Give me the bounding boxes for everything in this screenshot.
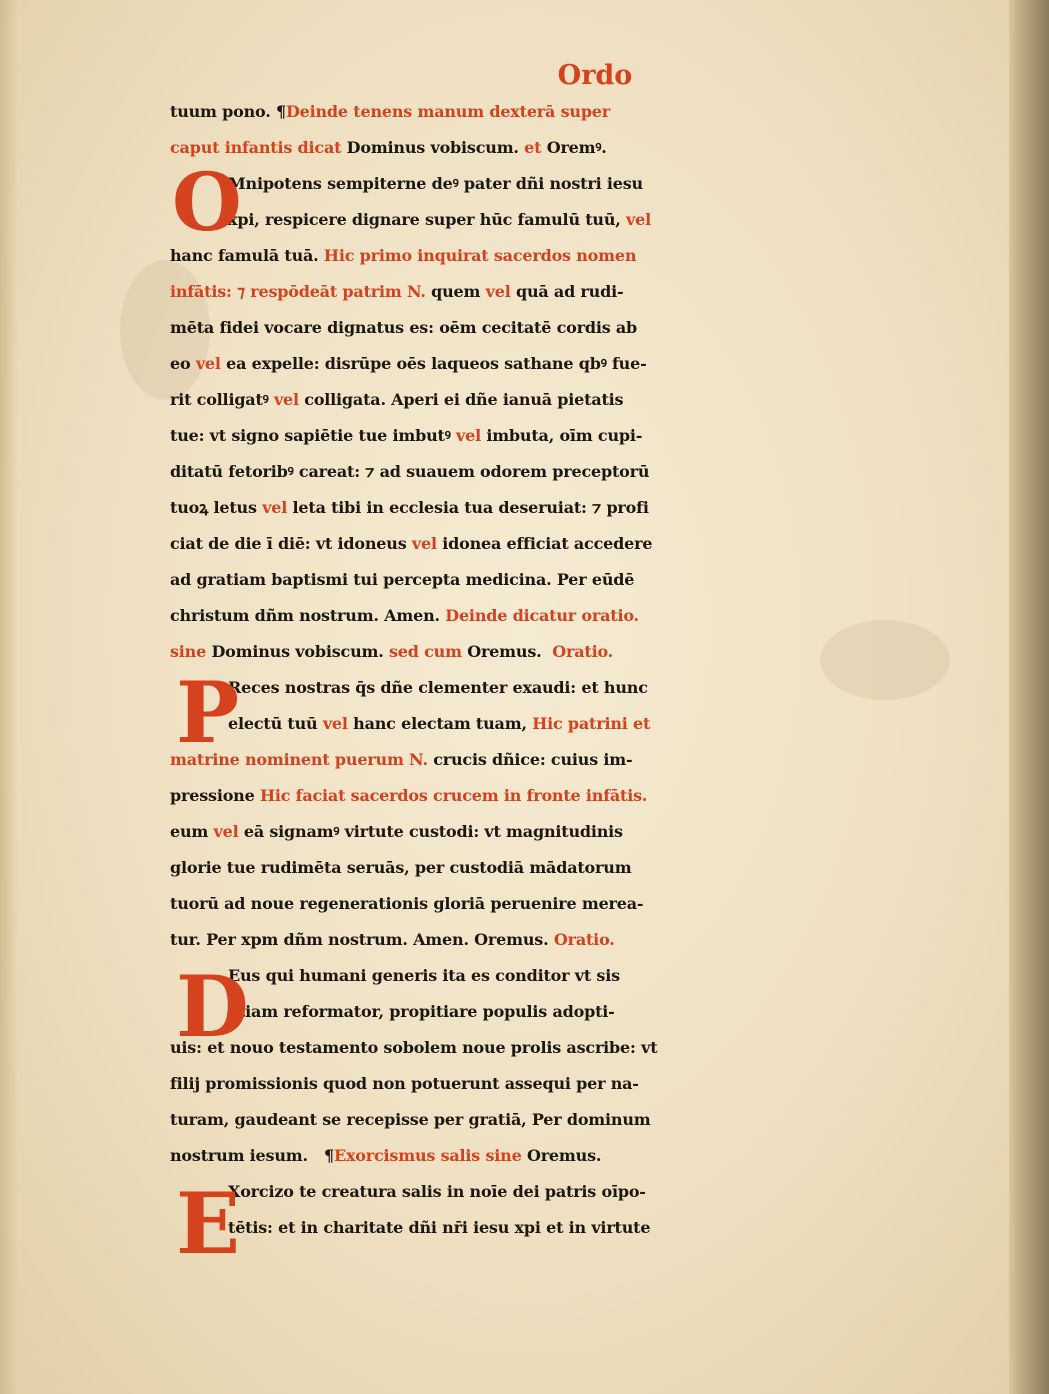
initial-o: O bbox=[172, 155, 242, 249]
text-line bbox=[170, 706, 1020, 742]
rubric-text: et bbox=[524, 138, 547, 157]
text-line bbox=[170, 418, 1020, 454]
text-line bbox=[170, 382, 1020, 418]
body-text: colligata. Aperi ei dñe ianuā pietatis bbox=[304, 390, 624, 409]
body-text: Dominus vobiscum. bbox=[211, 642, 389, 661]
body-text: nostrum iesum. bbox=[170, 1146, 324, 1165]
text-line bbox=[170, 310, 1020, 346]
body-text: Reces nostras q̄s dñe clementer exaudi: et hunc bbox=[228, 678, 648, 697]
rubric-text: infātis: ⁊ respōdeāt patrim N. bbox=[170, 282, 432, 301]
body-text: xpi, respicere dignare super hūc famulū tuū, bbox=[228, 210, 627, 229]
body-text: pressione bbox=[170, 786, 260, 805]
rubric-text: Deinde tenens manum dexterā super bbox=[285, 102, 611, 121]
body-text: filij promissionis quod non potuerunt assequi per na- bbox=[170, 1074, 639, 1093]
rubric-text: vel bbox=[411, 534, 443, 553]
rubric-text: matrine nominent puerum N. bbox=[170, 750, 434, 769]
body-text: leta tibi in ecclesia tua deseruiat: ⁊ profi bbox=[292, 498, 649, 517]
body-text: tētis: et in charitate dñi nr̄i iesu xpi et in virtute bbox=[228, 1218, 651, 1237]
text-line bbox=[170, 94, 1020, 130]
text-line bbox=[170, 1138, 1020, 1174]
rubric-text: vel bbox=[322, 714, 354, 733]
text-lines bbox=[170, 94, 1020, 1246]
rubric-text: Hic primo inquirat sacerdos nomen bbox=[323, 246, 637, 265]
text-line bbox=[170, 238, 1020, 274]
body-text: ¶ bbox=[275, 102, 286, 121]
rubric-text: vel bbox=[485, 282, 516, 301]
rubric-text: vel bbox=[262, 498, 293, 517]
body-text: crucis dñice: cuius im- bbox=[433, 750, 633, 769]
body-text: tur. Per xpm dñm nostrum. Amen. Oremus. bbox=[170, 930, 554, 949]
body-text: Mnipotens sempiterne deꝰ pater dñi nostri iesu bbox=[228, 174, 643, 193]
text-line bbox=[170, 274, 1020, 310]
text-line bbox=[170, 922, 1020, 958]
text-line bbox=[170, 886, 1020, 922]
body-text: hanc electam tuam, bbox=[353, 714, 533, 733]
body-text: idonea efficiat accedere bbox=[442, 534, 653, 553]
body-text: quem bbox=[431, 282, 486, 301]
body-text: rit colligatꝰ bbox=[170, 390, 274, 409]
body-text: eā signamꝰ virtute custodi: vt magnitudinis bbox=[243, 822, 623, 841]
body-text: turam, gaudeant se recepisse per gratiā, Per dominum bbox=[170, 1110, 651, 1129]
text-line bbox=[170, 562, 1020, 598]
body-text: christum dñm nostrum. Amen. bbox=[170, 606, 446, 625]
body-text: tuorū ad noue regenerationis gloriā peruenire merea- bbox=[170, 894, 644, 913]
text-line bbox=[170, 958, 1020, 994]
text-line bbox=[170, 742, 1020, 778]
body-text: electū tuū bbox=[228, 714, 323, 733]
text-line bbox=[170, 598, 1020, 634]
rubric-text: vel bbox=[456, 426, 487, 445]
body-text: imbuta, oīm cupi- bbox=[486, 426, 643, 445]
rubric-text: Oratio. bbox=[553, 930, 615, 949]
text-line bbox=[170, 1102, 1020, 1138]
initial-d: D bbox=[176, 957, 249, 1056]
text-line bbox=[170, 1210, 1020, 1246]
rubric-text: vel bbox=[273, 390, 305, 409]
body-text: ditatū fetoribꝰ careat: ⁊ ad suauem odorem preceptorū bbox=[170, 462, 650, 481]
rubric-text: Hic faciat sacerdos crucem in fronte infātis. bbox=[259, 786, 648, 805]
text-line bbox=[170, 1066, 1020, 1102]
body-text: tue: vt signo sapiētie tue imbutꝰ bbox=[170, 426, 456, 445]
body-text: eum bbox=[170, 822, 214, 841]
rubric-text: Exorcismus salis sine bbox=[333, 1146, 527, 1165]
body-text: ¶ bbox=[323, 1146, 334, 1165]
text-line bbox=[170, 814, 1020, 850]
text-line bbox=[170, 994, 1020, 1030]
body-text: Oremus. bbox=[467, 642, 553, 661]
rubric-text: sed cum bbox=[388, 642, 468, 661]
text-block bbox=[170, 58, 1020, 1246]
body-text: Dominus vobiscum. bbox=[346, 138, 525, 157]
body-text: glorie tue rudimēta seruās, per custodiā mādatorum bbox=[170, 858, 632, 877]
body-text: Oremꝰ. bbox=[546, 138, 607, 157]
text-line bbox=[170, 130, 1020, 166]
body-text: ciat de die ī diē: vt idoneus bbox=[170, 534, 412, 553]
text-line bbox=[170, 346, 1020, 382]
rubric-text: caput infantis dicat bbox=[170, 138, 347, 157]
initial-p: P bbox=[176, 663, 240, 762]
text-line bbox=[170, 454, 1020, 490]
text-line bbox=[170, 850, 1020, 886]
text-line bbox=[170, 166, 1020, 202]
body-text: etiam reformator, propitiare populis adopti- bbox=[228, 1002, 615, 1021]
body-text: tuum pono. bbox=[170, 102, 276, 121]
rubric-text: vel bbox=[213, 822, 244, 841]
body-text: uis: et nouo testamento sobolem noue prolis ascribe: vt bbox=[170, 1038, 658, 1057]
body-text: tuoꝝ letus bbox=[170, 498, 263, 517]
text-line bbox=[170, 1174, 1020, 1210]
text-line bbox=[170, 526, 1020, 562]
text-line bbox=[170, 778, 1020, 814]
body-text: mēta fidei vocare dignatus es: oēm cecitatē cordis ab bbox=[170, 318, 638, 337]
body-text: Oremus. bbox=[526, 1146, 602, 1165]
initial-e: E bbox=[176, 1174, 241, 1273]
body-text: Xorcizo te creatura salis in noīe dei patris oīpo- bbox=[228, 1182, 646, 1201]
rubric-text: vel bbox=[195, 354, 227, 373]
text-line bbox=[170, 670, 1020, 706]
rubric-text: sine bbox=[170, 642, 212, 661]
page-header: Ordo bbox=[557, 60, 633, 91]
body-text: quā ad rudi- bbox=[515, 282, 624, 301]
page-left-edge bbox=[0, 0, 18, 1394]
rubric-text: vel bbox=[626, 210, 652, 229]
body-text: ad gratiam baptismi tui percepta medicina. Per eūdē bbox=[170, 570, 635, 589]
body-text: hanc famulā tuā. bbox=[170, 246, 324, 265]
text-line bbox=[170, 634, 1020, 670]
rubric-text: Deinde dicatur oratio. bbox=[445, 606, 639, 625]
body-text: ea expelle: disrūpe oēs laqueos sathane qbꝰ fue- bbox=[226, 354, 647, 373]
body-text: Eus qui humani generis ita es conditor vt sis bbox=[228, 966, 620, 985]
text-line bbox=[170, 202, 1020, 238]
rubric-text: Oratio. bbox=[552, 642, 614, 661]
body-text: eo bbox=[170, 354, 196, 373]
text-line bbox=[170, 1030, 1020, 1066]
text-line bbox=[170, 490, 1020, 526]
rubric-text: Hic patrini et bbox=[532, 714, 651, 733]
